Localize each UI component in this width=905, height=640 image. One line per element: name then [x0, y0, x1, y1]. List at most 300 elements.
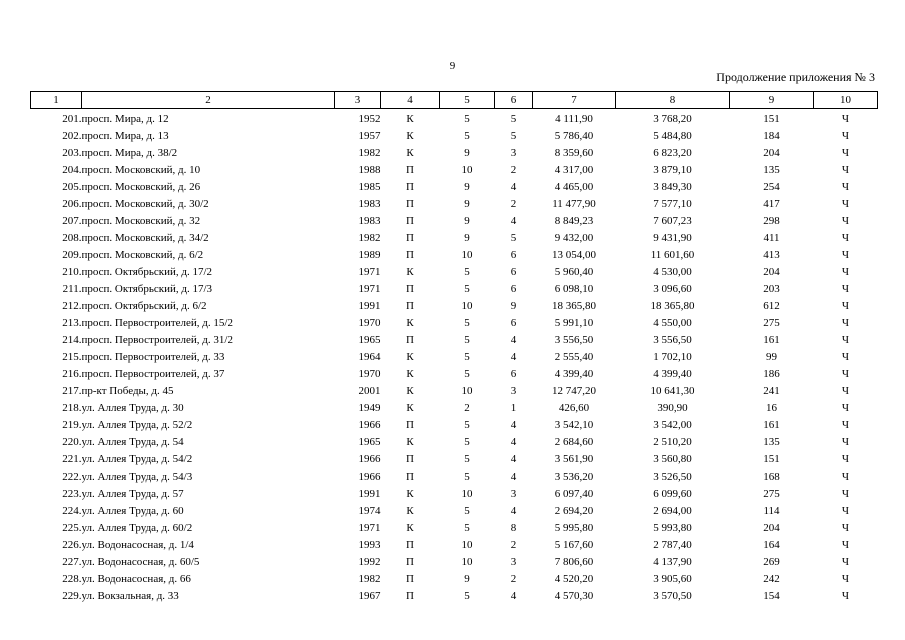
cell-total-area: 4 317,00: [554, 163, 594, 176]
cell-wall-material: П: [406, 453, 414, 466]
cell-wall-material: П: [406, 248, 414, 261]
cell-ownership: Ч: [841, 248, 850, 261]
cell-address: ул. Аллея Труда, д. 52/2: [81, 419, 193, 432]
column-header-floors: 5: [440, 92, 495, 109]
cell-ownership: Ч: [841, 265, 850, 278]
cell-living-area: 18 365,80: [650, 300, 695, 313]
cell-year-built: 1967: [358, 589, 381, 602]
cell-ownership: Ч: [841, 163, 850, 176]
cell-year-built: 1957: [358, 129, 381, 142]
cell-residents: 99: [766, 351, 777, 364]
cell-row-number: 203.: [62, 146, 82, 159]
cell-entrances: 2: [510, 538, 517, 551]
cell-entrances: 4: [510, 504, 517, 517]
cell-year-built: 1966: [358, 470, 381, 483]
cell-ownership: Ч: [841, 385, 850, 398]
cell-address: просп. Московский, д. 6/2: [81, 248, 204, 261]
cell-ownership: Ч: [841, 180, 850, 193]
cell-floors: 10: [461, 248, 473, 261]
cell-year-built: 1992: [358, 555, 381, 568]
cell-address: просп. Мира, д. 12: [81, 112, 169, 125]
cell-living-area: 6 099,60: [653, 487, 692, 500]
cell-address: просп. Первостроителей, д. 33: [81, 351, 225, 364]
cell-living-area: 3 849,30: [653, 180, 692, 193]
cell-entrances: 4: [510, 334, 517, 347]
cell-row-number: 224.: [62, 504, 82, 517]
cell-wall-material: П: [406, 180, 414, 193]
cell-residents: 417: [763, 197, 780, 210]
cell-entrances: 4: [510, 589, 517, 602]
table-row: [31, 383, 878, 400]
table-row: [31, 178, 878, 195]
cell-ownership: Ч: [841, 368, 850, 381]
cell-total-area: 3 561,90: [554, 453, 594, 466]
cell-entrances: 8: [510, 521, 517, 534]
cell-wall-material: П: [406, 231, 414, 244]
cell-residents: 161: [763, 419, 780, 432]
table-row: [31, 366, 878, 383]
cell-total-area: 5 786,40: [554, 129, 594, 142]
cell-living-area: 4 399,40: [653, 368, 692, 381]
cell-wall-material: К: [406, 521, 414, 534]
cell-residents: 203: [763, 282, 780, 295]
cell-address: просп. Московский, д. 30/2: [81, 197, 209, 210]
cell-address: просп. Октябрьский, д. 17/2: [81, 265, 213, 278]
cell-ownership: Ч: [841, 334, 850, 347]
cell-row-number: 221.: [62, 453, 82, 466]
cell-wall-material: П: [406, 589, 414, 602]
column-header-living-area: 8: [616, 92, 730, 109]
cell-living-area: 4 550,00: [653, 317, 692, 330]
cell-year-built: 1988: [358, 163, 381, 176]
cell-floors: 5: [464, 521, 470, 534]
cell-residents: 168: [763, 470, 780, 483]
cell-row-number: 220.: [62, 436, 82, 449]
cell-ownership: Ч: [841, 453, 850, 466]
cell-wall-material: К: [406, 402, 414, 415]
cell-wall-material: П: [406, 334, 414, 347]
cell-ownership: Ч: [841, 589, 850, 602]
cell-year-built: 1964: [358, 351, 381, 364]
cell-wall-material: К: [406, 368, 414, 381]
cell-ownership: Ч: [841, 300, 850, 313]
cell-residents: 151: [763, 112, 780, 125]
cell-ownership: Ч: [841, 572, 850, 585]
cell-total-area: 8 849,23: [554, 214, 594, 227]
cell-total-area: 5 960,40: [554, 265, 594, 278]
cell-wall-material: П: [406, 214, 414, 227]
cell-entrances: 6: [510, 282, 517, 295]
cell-wall-material: К: [406, 317, 414, 330]
cell-living-area: 3 556,50: [653, 334, 692, 347]
cell-wall-material: П: [406, 163, 414, 176]
cell-entrances: 9: [510, 300, 517, 313]
cell-address: ул. Водонасосная, д. 60/5: [81, 555, 200, 568]
cell-residents: 275: [763, 317, 780, 330]
table-row: [31, 536, 878, 553]
cell-total-area: 8 359,60: [554, 146, 594, 159]
cell-address: ул. Аллея Труда, д. 54: [81, 436, 184, 449]
cell-entrances: 3: [510, 385, 517, 398]
cell-ownership: Ч: [841, 146, 850, 159]
cell-year-built: 1983: [358, 214, 381, 227]
cell-wall-material: К: [406, 265, 414, 278]
column-header-entrances: 6: [495, 92, 533, 109]
cell-total-area: 4 465,00: [554, 180, 594, 193]
cell-address: просп. Московский, д. 34/2: [81, 231, 209, 244]
cell-ownership: Ч: [841, 436, 850, 449]
cell-floors: 5: [464, 453, 470, 466]
cell-row-number: 202.: [62, 129, 82, 142]
cell-year-built: 1982: [358, 572, 381, 585]
cell-floors: 10: [461, 385, 473, 398]
table-row: [31, 434, 878, 451]
cell-living-area: 7 577,10: [653, 197, 692, 210]
cell-total-area: 2 555,40: [554, 351, 594, 364]
cell-ownership: Ч: [841, 470, 850, 483]
cell-living-area: 3 768,20: [653, 112, 692, 125]
cell-entrances: 5: [510, 112, 517, 125]
cell-address: ул. Аллея Труда, д. 60: [81, 504, 184, 517]
cell-total-area: 3 542,10: [554, 419, 594, 432]
cell-row-number: 222.: [62, 470, 82, 483]
cell-total-area: 12 747,20: [552, 385, 596, 398]
table-row: [31, 161, 878, 178]
cell-year-built: 1991: [358, 300, 381, 313]
table-row: [31, 246, 878, 263]
table-row: [31, 298, 878, 315]
cell-total-area: 4 111,90: [555, 112, 593, 125]
cell-floors: 10: [461, 538, 473, 551]
cell-floors: 5: [464, 351, 470, 364]
cell-residents: 186: [763, 368, 780, 381]
column-header-ownership: 10: [814, 92, 878, 109]
cell-year-built: 1971: [358, 265, 381, 278]
cell-entrances: 2: [510, 197, 517, 210]
cell-row-number: 223.: [62, 487, 82, 500]
cell-wall-material: П: [406, 470, 414, 483]
cell-total-area: 5 995,80: [554, 521, 594, 534]
column-header-residents: 9: [730, 92, 814, 109]
cell-year-built: 1966: [358, 419, 381, 432]
cell-entrances: 4: [510, 470, 517, 483]
cell-address: ул. Вокзальная, д. 33: [81, 589, 179, 602]
cell-ownership: Ч: [841, 112, 850, 125]
cell-row-number: 209.: [62, 248, 82, 261]
cell-ownership: Ч: [841, 351, 850, 364]
cell-residents: 184: [763, 129, 780, 142]
cell-floors: 5: [464, 129, 470, 142]
cell-ownership: Ч: [841, 129, 850, 142]
cell-floors: 2: [464, 402, 470, 415]
cell-living-area: 2 787,40: [653, 538, 692, 551]
table-row: [31, 400, 878, 417]
table-row: [31, 468, 878, 485]
cell-row-number: 208.: [62, 231, 82, 244]
cell-ownership: Ч: [841, 231, 850, 244]
cell-address: ул. Аллея Труда, д. 54/3: [81, 470, 193, 483]
cell-living-area: 390,90: [657, 402, 688, 415]
table-body: [31, 109, 878, 605]
cell-year-built: 1965: [358, 334, 381, 347]
cell-wall-material: К: [406, 146, 414, 159]
cell-total-area: 4 399,40: [554, 368, 594, 381]
cell-wall-material: К: [406, 487, 414, 500]
table-row: [31, 417, 878, 434]
cell-ownership: Ч: [841, 538, 850, 551]
cell-residents: 411: [763, 231, 780, 244]
cell-living-area: 4 137,90: [653, 555, 692, 568]
cell-floors: 9: [464, 180, 470, 193]
cell-entrances: 1: [510, 402, 517, 415]
cell-floors: 5: [464, 282, 470, 295]
cell-row-number: 212.: [62, 300, 82, 313]
table-row: [31, 144, 878, 161]
column-header-wall-material: 4: [381, 92, 440, 109]
cell-wall-material: К: [406, 129, 414, 142]
cell-living-area: 3 096,60: [653, 282, 692, 295]
cell-row-number: 215.: [62, 351, 82, 364]
table-row: [31, 195, 878, 212]
cell-total-area: 13 054,00: [552, 248, 596, 261]
cell-total-area: 11 477,90: [552, 197, 596, 210]
cell-ownership: Ч: [841, 555, 850, 568]
cell-residents: 114: [763, 504, 780, 517]
cell-floors: 10: [461, 300, 473, 313]
table-row: [31, 280, 878, 297]
cell-entrances: 2: [510, 163, 517, 176]
cell-ownership: Ч: [841, 504, 850, 517]
cell-residents: 254: [763, 180, 780, 193]
cell-floors: 5: [464, 317, 470, 330]
cell-residents: 204: [763, 521, 780, 534]
cell-residents: 154: [763, 589, 780, 602]
cell-total-area: 5 991,10: [554, 317, 594, 330]
cell-floors: 5: [464, 589, 470, 602]
cell-entrances: 4: [510, 436, 517, 449]
cell-residents: 269: [763, 555, 780, 568]
cell-wall-material: К: [406, 112, 414, 125]
cell-entrances: 6: [510, 368, 517, 381]
table-row: [31, 519, 878, 536]
cell-wall-material: П: [406, 282, 414, 295]
cell-address: просп. Мира, д. 13: [81, 129, 169, 142]
cell-address: просп. Первостроителей, д. 15/2: [81, 317, 233, 330]
table-row: [31, 587, 878, 604]
cell-row-number: 227.: [62, 555, 82, 568]
cell-total-area: 5 167,60: [554, 538, 594, 551]
cell-residents: 135: [763, 436, 780, 449]
cell-total-area: 3 556,50: [554, 334, 594, 347]
table-row: [31, 553, 878, 570]
cell-floors: 10: [461, 163, 473, 176]
cell-entrances: 4: [510, 453, 517, 466]
cell-wall-material: К: [406, 436, 414, 449]
cell-entrances: 3: [510, 146, 517, 159]
cell-floors: 5: [464, 368, 470, 381]
cell-living-area: 4 530,00: [653, 265, 692, 278]
column-header-address: 2: [82, 92, 335, 109]
cell-living-area: 3 560,80: [653, 453, 692, 466]
cell-address: просп. Первостроителей, д. 37: [81, 368, 225, 381]
cell-year-built: 1949: [358, 402, 381, 415]
cell-year-built: 1989: [358, 248, 381, 261]
cell-address: ул. Аллея Труда, д. 54/2: [81, 453, 193, 466]
cell-year-built: 1971: [358, 282, 381, 295]
cell-living-area: 7 607,23: [653, 214, 692, 227]
cell-year-built: 1991: [358, 487, 381, 500]
cell-row-number: 228.: [62, 572, 82, 585]
cell-address: ул. Водонасосная, д. 66: [81, 572, 191, 585]
cell-residents: 298: [763, 214, 780, 227]
cell-entrances: 2: [510, 572, 517, 585]
cell-row-number: 213.: [62, 317, 82, 330]
cell-living-area: 3 905,60: [653, 572, 692, 585]
cell-year-built: 1966: [358, 453, 381, 466]
cell-floors: 5: [464, 470, 470, 483]
cell-year-built: 2001: [358, 385, 381, 398]
header-row: [31, 92, 878, 109]
table-row: [31, 502, 878, 519]
cell-total-area: 4 570,30: [554, 589, 594, 602]
cell-living-area: 2 510,20: [653, 436, 692, 449]
table-row: [31, 315, 878, 332]
cell-living-area: 2 694,00: [653, 504, 692, 517]
cell-row-number: 225.: [62, 521, 82, 534]
cell-residents: 204: [763, 265, 780, 278]
cell-year-built: 1970: [358, 317, 381, 330]
cell-floors: 9: [464, 214, 470, 227]
cell-row-number: 204.: [62, 163, 82, 176]
cell-row-number: 206.: [62, 197, 82, 210]
cell-living-area: 1 702,10: [653, 351, 692, 364]
cell-floors: 9: [464, 572, 470, 585]
table-row: [31, 229, 878, 246]
cell-residents: 242: [763, 572, 780, 585]
cell-year-built: 1982: [358, 146, 381, 159]
cell-total-area: 2 694,20: [554, 504, 594, 517]
cell-floors: 5: [464, 436, 470, 449]
cell-row-number: 210.: [62, 265, 82, 278]
cell-living-area: 6 823,20: [653, 146, 692, 159]
table-header: [31, 92, 878, 109]
cell-row-number: 216.: [62, 368, 82, 381]
cell-living-area: 9 431,90: [653, 231, 692, 244]
cell-ownership: Ч: [841, 317, 850, 330]
cell-row-number: 211.: [62, 282, 82, 295]
cell-address: ул. Аллея Труда, д. 57: [81, 487, 184, 500]
cell-ownership: Ч: [841, 419, 850, 432]
cell-residents: 161: [763, 334, 780, 347]
cell-total-area: 4 520,20: [554, 572, 594, 585]
cell-address: просп. Первостроителей, д. 31/2: [81, 334, 233, 347]
cell-ownership: Ч: [841, 521, 850, 534]
column-header-row-number: 1: [31, 92, 82, 109]
cell-residents: 612: [763, 300, 780, 313]
cell-row-number: 205.: [62, 180, 82, 193]
cell-row-number: 214.: [62, 334, 82, 347]
cell-floors: 5: [464, 504, 470, 517]
cell-address: просп. Московский, д. 26: [81, 180, 201, 193]
cell-ownership: Ч: [841, 282, 850, 295]
cell-residents: 164: [763, 538, 780, 551]
cell-address: просп. Октябрьский, д. 6/2: [81, 300, 207, 313]
cell-entrances: 6: [510, 265, 517, 278]
cell-year-built: 1971: [358, 521, 381, 534]
cell-year-built: 1982: [358, 231, 381, 244]
cell-total-area: 426,60: [558, 402, 590, 415]
cell-year-built: 1983: [358, 197, 381, 210]
table-row: [31, 263, 878, 280]
cell-residents: 275: [763, 487, 780, 500]
cell-floors: 9: [464, 197, 470, 210]
table-row: [31, 127, 878, 144]
table-row: [31, 109, 878, 128]
cell-total-area: 2 684,60: [554, 436, 594, 449]
cell-row-number: 218.: [62, 402, 82, 415]
cell-living-area: 5 993,80: [653, 521, 692, 534]
cell-entrances: 3: [510, 555, 517, 568]
cell-floors: 10: [461, 555, 473, 568]
cell-row-number: 229.: [62, 589, 82, 602]
cell-year-built: 1952: [358, 112, 381, 125]
column-header-total-area: 7: [533, 92, 616, 109]
cell-living-area: 3 542,00: [653, 419, 692, 432]
cell-ownership: Ч: [841, 214, 850, 227]
cell-address: ул. Аллея Труда, д. 60/2: [81, 521, 193, 534]
cell-total-area: 6 098,10: [554, 282, 594, 295]
cell-year-built: 1985: [358, 180, 381, 193]
cell-floors: 5: [464, 112, 470, 125]
cell-floors: 9: [464, 231, 470, 244]
cell-living-area: 3 526,50: [653, 470, 692, 483]
cell-entrances: 4: [510, 419, 517, 432]
cell-entrances: 6: [510, 248, 517, 261]
cell-floors: 9: [464, 146, 470, 159]
cell-address: ул. Аллея Труда, д. 30: [81, 402, 184, 415]
cell-entrances: 4: [510, 180, 517, 193]
cell-total-area: 7 806,60: [554, 555, 594, 568]
cell-year-built: 1993: [358, 538, 381, 551]
cell-wall-material: П: [406, 197, 414, 210]
cell-wall-material: К: [406, 504, 414, 517]
cell-entrances: 4: [510, 351, 517, 364]
cell-row-number: 226.: [62, 538, 82, 551]
cell-wall-material: К: [406, 351, 414, 364]
cell-address: ул. Водонасосная, д. 1/4: [81, 538, 194, 551]
cell-wall-material: П: [406, 555, 414, 568]
cell-address: пр-кт Победы, д. 45: [81, 385, 174, 398]
cell-entrances: 5: [510, 129, 517, 142]
continuation-caption: Продолжение приложения № 3: [716, 70, 875, 84]
cell-residents: 241: [763, 385, 780, 398]
cell-row-number: 219.: [62, 419, 82, 432]
cell-living-area: 11 601,60: [650, 248, 695, 261]
cell-residents: 413: [763, 248, 780, 261]
cell-entrances: 6: [510, 317, 517, 330]
cell-entrances: 3: [510, 487, 517, 500]
cell-total-area: 6 097,40: [554, 487, 594, 500]
cell-ownership: Ч: [841, 197, 850, 210]
cell-total-area: 9 432,00: [554, 231, 594, 244]
cell-floors: 5: [464, 334, 470, 347]
cell-living-area: 3 879,10: [653, 163, 692, 176]
cell-residents: 135: [763, 163, 780, 176]
cell-address: просп. Московский, д. 10: [81, 163, 201, 176]
table-row: [31, 349, 878, 366]
cell-address: просп. Октябрьский, д. 17/3: [81, 282, 213, 295]
buildings-table: [30, 91, 878, 604]
